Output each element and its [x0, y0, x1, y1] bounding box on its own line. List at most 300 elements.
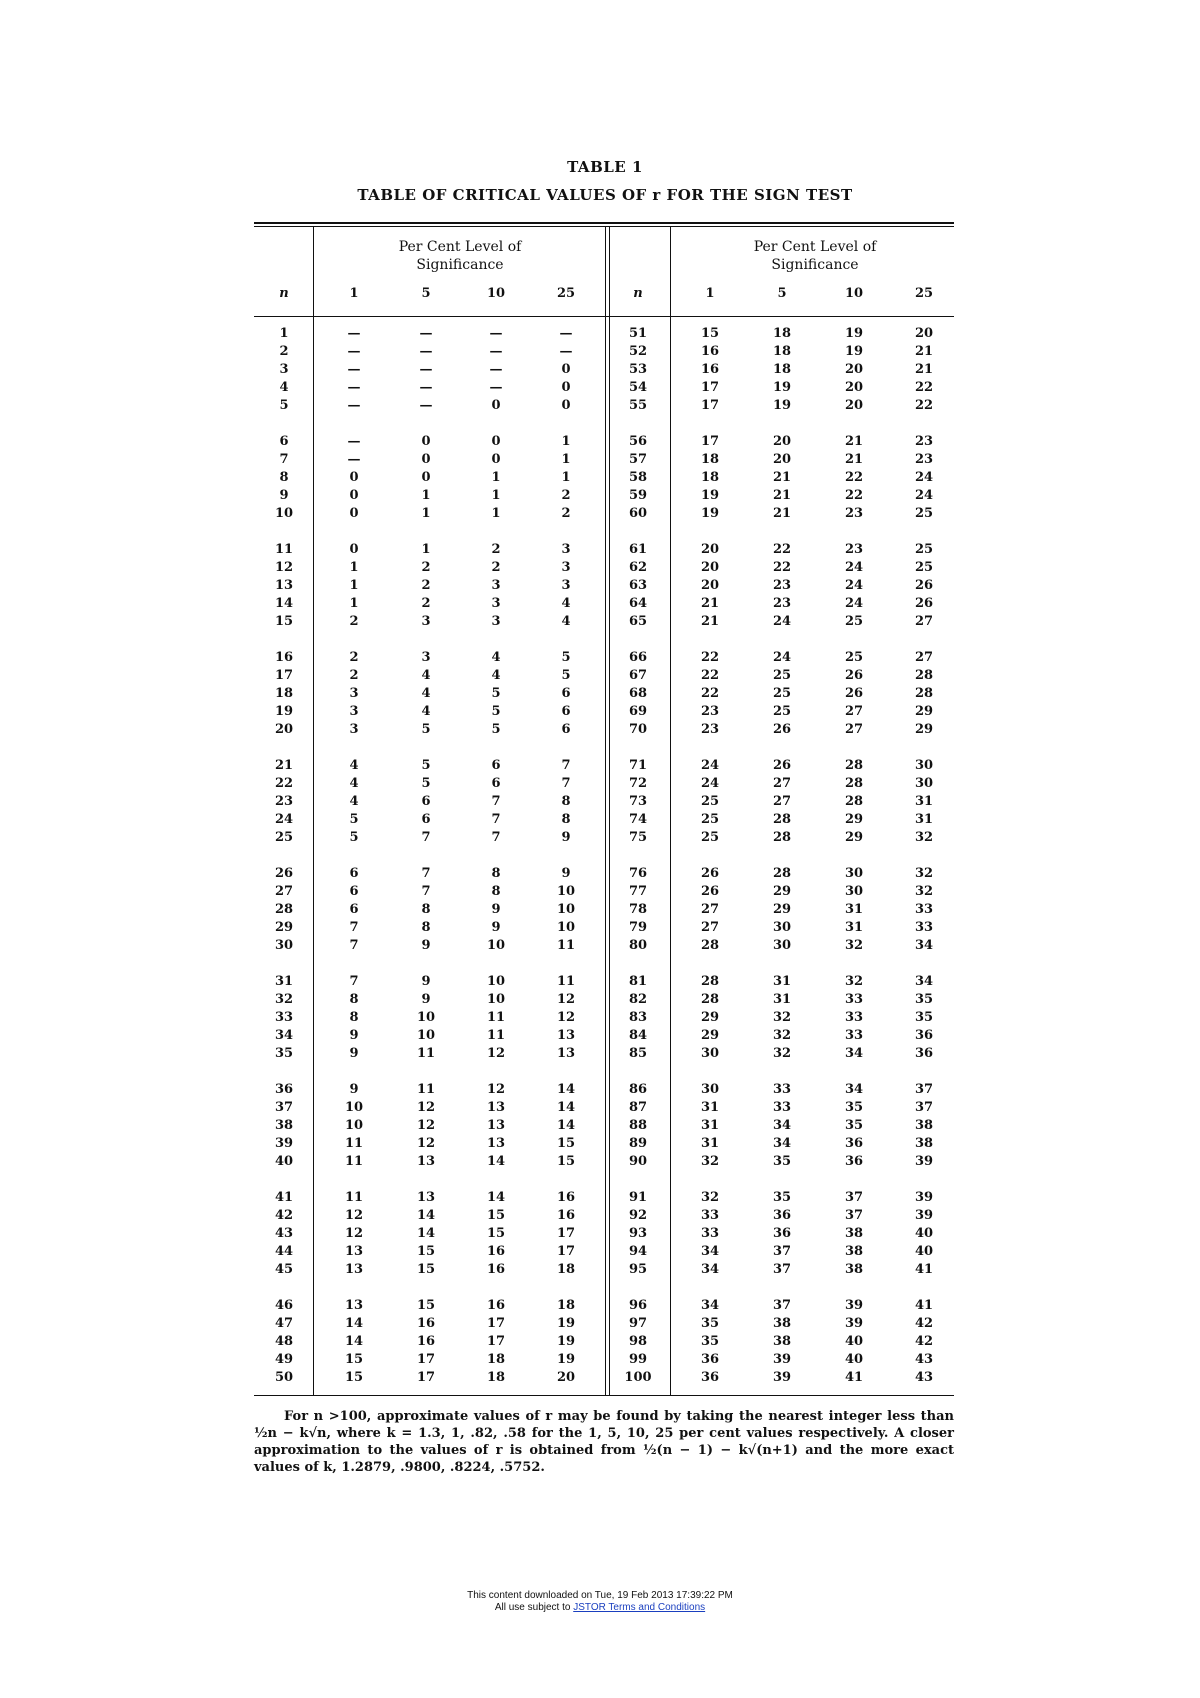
right-table-cell: 36	[914, 1046, 934, 1061]
right-table-cell: 88	[628, 1118, 648, 1133]
left-table-cell: 0	[421, 452, 431, 467]
left-table-cell: 22	[274, 776, 294, 791]
right-table-cell: 39	[914, 1208, 934, 1223]
left-table-cell: —	[419, 362, 433, 377]
left-table-cell: 11	[344, 1190, 364, 1205]
right-table-cell: 81	[628, 974, 648, 989]
left-table-cell: 5	[491, 686, 501, 701]
right-table-cell: 21	[844, 434, 864, 449]
right-table-cell: 28	[844, 794, 864, 809]
left-table-cell: 12	[344, 1208, 364, 1223]
left-table-cell: 24	[274, 812, 294, 827]
right-table-cell: 37	[914, 1082, 934, 1097]
left-table-cell: 8	[279, 470, 289, 485]
left-table-cell: 4	[491, 650, 501, 665]
left-table-cell: 18	[556, 1262, 576, 1277]
left-table-cell: 2	[491, 560, 501, 575]
left-table-cell: 3	[349, 686, 359, 701]
left-table-cell: 16	[416, 1316, 436, 1331]
left-table-cell: 19	[556, 1334, 576, 1349]
right-table-cell: 30	[844, 884, 864, 899]
right-table-cell: 98	[628, 1334, 648, 1349]
right-table-cell: 90	[628, 1154, 648, 1169]
left-table-cell: 0	[561, 398, 571, 413]
left-table-cell: 13	[416, 1154, 436, 1169]
left-table-cell: 1	[491, 506, 501, 521]
right-table-cell: 32	[772, 1028, 792, 1043]
left-table-cell: 13	[344, 1244, 364, 1259]
left-table-cell: 14	[416, 1226, 436, 1241]
right-table-cell: 63	[628, 578, 648, 593]
left-table-cell: —	[489, 380, 503, 395]
right-table-cell: 31	[772, 992, 792, 1007]
left-table-cell: 7	[421, 884, 431, 899]
right-table-cell: 38	[914, 1118, 934, 1133]
right-table-cell: 39	[772, 1370, 792, 1385]
left-table-cell: 0	[561, 380, 571, 395]
left-table-cell: 18	[274, 686, 294, 701]
right-table-cell: 93	[628, 1226, 648, 1241]
right-table-cell: 28	[700, 992, 720, 1007]
left-table-cell: 26	[274, 866, 294, 881]
terms-line	[0, 1602, 1200, 1614]
top-rule-2	[254, 226, 954, 227]
left-table-cell: 25	[274, 830, 294, 845]
left-table-cell: 3	[561, 542, 571, 557]
left-table-cell: 49	[274, 1352, 294, 1367]
left-table-cell: 1	[561, 470, 571, 485]
left-table-cell: 10	[416, 1028, 436, 1043]
right-table-cell: 21	[772, 488, 792, 503]
right-table-cell: 31	[772, 974, 792, 989]
left-table-cell: 14	[344, 1316, 364, 1331]
right-table-cell: 26	[700, 884, 720, 899]
left-table-cell: 10	[344, 1118, 364, 1133]
right-table-cell: 78	[628, 902, 648, 917]
left-table-cell: 10	[344, 1100, 364, 1115]
left-table-cell: 14	[344, 1334, 364, 1349]
right-table-cell: 29	[772, 884, 792, 899]
left-table-cell: 7	[349, 938, 359, 953]
right-table-cell: 26	[844, 668, 864, 683]
right-table-cell: 22	[700, 668, 720, 683]
left-table-cell: 2	[421, 578, 431, 593]
left-table-cell: 11	[556, 938, 576, 953]
right-table-cell: 27	[700, 902, 720, 917]
right-table-cell: 38	[844, 1262, 864, 1277]
left-table-cell: 48	[274, 1334, 294, 1349]
left-table-cell: 2	[349, 614, 359, 629]
left-table-cell: 19	[556, 1352, 576, 1367]
terms-link[interactable]: JSTOR Terms and Conditions	[573, 1602, 706, 1613]
left-table-cell: 11	[486, 1010, 506, 1025]
right-table-cell: 43	[914, 1352, 934, 1367]
left-table-cell: 1	[421, 542, 431, 557]
left-table-cell: 13	[344, 1262, 364, 1277]
left-table-cell: 3	[349, 704, 359, 719]
right-table-cell: 27	[700, 920, 720, 935]
left-table-cell: 35	[274, 1046, 294, 1061]
left-table-cell: 1	[491, 470, 501, 485]
left-table-cell: 9	[491, 902, 501, 917]
right-table-cell: 20	[772, 452, 792, 467]
left-table-cell: 7	[421, 830, 431, 845]
right-table-cell: 97	[628, 1316, 648, 1331]
left-table-cell: 15	[416, 1298, 436, 1313]
right-table-cell: 42	[914, 1316, 934, 1331]
right-table-cell: 32	[772, 1010, 792, 1025]
left-table-cell: 7	[279, 452, 289, 467]
left-table-cell: 4	[279, 380, 289, 395]
left-table-cell: 7	[421, 866, 431, 881]
right-table-cell: 33	[914, 902, 934, 917]
right-table-cell: 38	[844, 1244, 864, 1259]
left-table-cell: 0	[349, 488, 359, 503]
right-table-cell: 70	[628, 722, 648, 737]
right-table-cell: 22	[914, 380, 934, 395]
right-table-cell: 33	[844, 1010, 864, 1025]
left-table-cell: 5	[561, 650, 571, 665]
right-table-cell: 29	[844, 812, 864, 827]
table-number: TABLE 1	[567, 158, 643, 176]
left-table-cell: 31	[274, 974, 294, 989]
right-table-cell: 21	[700, 596, 720, 611]
right-table-cell: 94	[628, 1244, 648, 1259]
right-table-cell: 34	[844, 1082, 864, 1097]
right-table-cell: 26	[700, 866, 720, 881]
left-table-cell: 9	[561, 830, 571, 845]
right-col-header-1: 1	[705, 286, 715, 301]
left-table-cell: 12	[416, 1100, 436, 1115]
right-table-cell: 21	[772, 470, 792, 485]
right-table-cell: 18	[772, 362, 792, 377]
left-table-cell: 0	[349, 470, 359, 485]
left-table-cell: 11	[556, 974, 576, 989]
right-table-cell: 22	[844, 488, 864, 503]
left-table-cell: —	[559, 326, 573, 341]
right-table-cell: 29	[772, 902, 792, 917]
right-table-cell: 25	[772, 686, 792, 701]
right-table-cell: 32	[772, 1046, 792, 1061]
left-table-cell: 2	[491, 542, 501, 557]
left-table-cell: —	[347, 326, 361, 341]
right-table-cell: 34	[914, 974, 934, 989]
right-table-cell: 22	[700, 650, 720, 665]
right-table-cell: 31	[914, 812, 934, 827]
right-table-cell: 57	[628, 452, 648, 467]
right-table-cell: 37	[914, 1100, 934, 1115]
right-table-cell: 59	[628, 488, 648, 503]
right-table-cell: 22	[700, 686, 720, 701]
left-table-cell: 10	[274, 506, 294, 521]
left-table-cell: 6	[561, 704, 571, 719]
right-table-cell: 61	[628, 542, 648, 557]
right-table-cell: 22	[844, 470, 864, 485]
right-table-cell: 17	[700, 380, 720, 395]
right-table-cell: 24	[844, 578, 864, 593]
left-table-cell: 13	[274, 578, 294, 593]
right-table-cell: 26	[844, 686, 864, 701]
left-table-cell: 2	[279, 344, 289, 359]
right-table-cell: 35	[914, 1010, 934, 1025]
right-table-cell: 20	[844, 362, 864, 377]
left-table-cell: 7	[561, 776, 571, 791]
left-table-cell: 16	[486, 1244, 506, 1259]
left-table-cell: 8	[561, 812, 571, 827]
left-table-cell: 28	[274, 902, 294, 917]
left-table-cell: 9	[421, 992, 431, 1007]
right-col-header-5: 5	[777, 286, 787, 301]
right-table-cell: 21	[700, 614, 720, 629]
left-table-cell: 7	[349, 920, 359, 935]
right-table-cell: 28	[700, 938, 720, 953]
left-table-cell: 6	[349, 866, 359, 881]
download-notice	[0, 1590, 1200, 1614]
right-table-cell: 34	[772, 1136, 792, 1151]
right-table-cell: 16	[700, 344, 720, 359]
left-table-cell: 46	[274, 1298, 294, 1313]
left-table-cell: 13	[344, 1298, 364, 1313]
right-table-cell: 43	[914, 1370, 934, 1385]
right-table-cell: 28	[914, 668, 934, 683]
right-table-cell: 33	[700, 1208, 720, 1223]
header-rule	[254, 316, 954, 317]
left-table-cell: 9	[421, 938, 431, 953]
left-table-cell: 20	[556, 1370, 576, 1385]
right-table-cell: 24	[914, 470, 934, 485]
left-table-cell: 2	[421, 596, 431, 611]
right-table-cell: 23	[700, 704, 720, 719]
left-table-cell: 0	[421, 470, 431, 485]
left-table-cell: 15	[416, 1262, 436, 1277]
left-table-cell: —	[347, 362, 361, 377]
right-table-cell: 33	[700, 1226, 720, 1241]
right-table-cell: 64	[628, 596, 648, 611]
right-table-cell: 23	[772, 596, 792, 611]
right-table-cell: 37	[772, 1298, 792, 1313]
right-group-header: Per Cent Level of Significance	[753, 239, 877, 273]
right-table-cell: 29	[914, 722, 934, 737]
left-table-cell: 43	[274, 1226, 294, 1241]
left-table-cell: 10	[486, 992, 506, 1007]
left-table-cell: 9	[279, 488, 289, 503]
left-table-cell: 45	[274, 1262, 294, 1277]
right-table-cell: 33	[772, 1082, 792, 1097]
right-table-cell: 28	[772, 830, 792, 845]
left-table-cell: 14	[486, 1190, 506, 1205]
right-table-cell: 30	[772, 938, 792, 953]
right-table-cell: 68	[628, 686, 648, 701]
right-table-cell: 19	[844, 344, 864, 359]
right-table-cell: 29	[700, 1028, 720, 1043]
right-table-cell: 34	[700, 1244, 720, 1259]
right-table-cell: 54	[628, 380, 648, 395]
left-table-cell: 12	[486, 1082, 506, 1097]
right-table-cell: 28	[772, 812, 792, 827]
download-line: This content downloaded on Tue, 19 Feb 2013 17:39:22 PM	[467, 1590, 733, 1601]
right-col-header-10: 10	[844, 286, 864, 301]
right-table-cell: 34	[772, 1118, 792, 1133]
footnote-text: For n >100, approximate values of r may be found by taking the nearest integer less than ½n − k√n, where k = 1.3, 1, .82, .58 for the 1, 5, 10, 25 per cent values respectively. A closer approximation to the values of r is obtained from ½(n − 1) − k√(n+1) and the more exact values of k, 1.2879, .9800, .8224, .5752.	[254, 1409, 954, 1475]
right-table-cell: 24	[844, 596, 864, 611]
right-table-cell: 32	[914, 884, 934, 899]
right-table-cell: 33	[844, 992, 864, 1007]
right-table-cell: 40	[914, 1226, 934, 1241]
left-table-cell: 5	[421, 758, 431, 773]
left-table-cell: 15	[556, 1136, 576, 1151]
right-table-cell: 40	[914, 1244, 934, 1259]
right-table-cell: 24	[772, 650, 792, 665]
left-table-cell: —	[419, 344, 433, 359]
right-table-cell: 19	[700, 488, 720, 503]
right-table-cell: 24	[772, 614, 792, 629]
right-table-cell: 25	[914, 542, 934, 557]
right-table-cell: 87	[628, 1100, 648, 1115]
left-table-cell: 3	[491, 614, 501, 629]
left-table-cell: 27	[274, 884, 294, 899]
bottom-rule	[254, 1395, 954, 1396]
left-table-cell: 11	[344, 1136, 364, 1151]
left-table-cell: 13	[416, 1190, 436, 1205]
right-table-cell: 20	[700, 578, 720, 593]
left-table-cell: —	[347, 398, 361, 413]
right-table-cell: 20	[844, 398, 864, 413]
left-table-cell: 15	[486, 1208, 506, 1223]
right-table-cell: 18	[772, 344, 792, 359]
right-table-cell: 18	[772, 326, 792, 341]
left-table-cell: 7	[349, 974, 359, 989]
left-col-header-10: 10	[486, 286, 506, 301]
right-table-cell: 83	[628, 1010, 648, 1025]
right-table-cell: 20	[844, 380, 864, 395]
left-col-header-25: 25	[556, 286, 576, 301]
right-table-cell: 23	[844, 542, 864, 557]
left-table-cell: 44	[274, 1244, 294, 1259]
left-table-cell: 10	[556, 884, 576, 899]
right-table-cell: 34	[700, 1298, 720, 1313]
right-table-cell: 25	[914, 560, 934, 575]
left-table-cell: 1	[561, 452, 571, 467]
left-table-cell: 4	[421, 668, 431, 683]
right-table-cell: 36	[914, 1028, 934, 1043]
left-table-cell: 16	[486, 1262, 506, 1277]
left-table-cell: 18	[486, 1352, 506, 1367]
left-table-cell: 4	[349, 758, 359, 773]
right-table-cell: 24	[700, 758, 720, 773]
left-table-cell: 37	[274, 1100, 294, 1115]
right-table-cell: 17	[700, 398, 720, 413]
left-table-cell: 2	[349, 668, 359, 683]
right-table-cell: 23	[914, 452, 934, 467]
left-table-cell: 3	[561, 560, 571, 575]
left-table-cell: 3	[491, 596, 501, 611]
right-table-cell: 22	[772, 542, 792, 557]
left-table-cell: 11	[486, 1028, 506, 1043]
right-table-cell: 30	[700, 1082, 720, 1097]
right-table-cell: 39	[772, 1352, 792, 1367]
right-table-cell: 25	[700, 812, 720, 827]
right-table-cell: 32	[914, 830, 934, 845]
left-table-cell: 42	[274, 1208, 294, 1223]
left-table-cell: 7	[491, 830, 501, 845]
left-table-cell: 16	[556, 1190, 576, 1205]
left-table-cell: 2	[561, 488, 571, 503]
left-table-cell: 13	[556, 1046, 576, 1061]
left-table-cell: 4	[421, 704, 431, 719]
right-table-cell: 28	[914, 686, 934, 701]
left-table-cell: 17	[486, 1316, 506, 1331]
left-table-cell: 4	[421, 686, 431, 701]
left-table-cell: 4	[561, 614, 571, 629]
right-table-cell: 31	[700, 1100, 720, 1115]
left-col-header-1: 1	[349, 286, 359, 301]
right-table-cell: 35	[844, 1118, 864, 1133]
left-table-cell: —	[419, 380, 433, 395]
right-table-cell: 100	[624, 1370, 652, 1385]
left-table-cell: 3	[561, 578, 571, 593]
left-table-cell: 1	[349, 596, 359, 611]
left-table-cell: 14	[556, 1082, 576, 1097]
right-table-cell: 32	[844, 974, 864, 989]
left-table-cell: 16	[416, 1334, 436, 1349]
right-table-cell: 34	[700, 1262, 720, 1277]
left-table-cell: 40	[274, 1154, 294, 1169]
right-table-cell: 92	[628, 1208, 648, 1223]
left-table-cell: 14	[556, 1100, 576, 1115]
right-table-cell: 27	[772, 794, 792, 809]
left-table-cell: 19	[556, 1316, 576, 1331]
left-table-cell: 2	[349, 650, 359, 665]
right-table-cell: 35	[772, 1154, 792, 1169]
left-table-cell: 15	[416, 1244, 436, 1259]
right-table-cell: 80	[628, 938, 648, 953]
right-table-cell: 38	[844, 1226, 864, 1241]
left-table-cell: 11	[274, 542, 294, 557]
left-table-cell: 6	[279, 434, 289, 449]
left-table-cell: 6	[421, 794, 431, 809]
left-table-cell: —	[489, 362, 503, 377]
right-table-cell: 77	[628, 884, 648, 899]
right-table-cell: 28	[700, 974, 720, 989]
right-table-cell: 58	[628, 470, 648, 485]
right-table-cell: 17	[700, 434, 720, 449]
left-table-cell: 30	[274, 938, 294, 953]
left-table-cell: 6	[349, 884, 359, 899]
right-table-cell: 41	[844, 1370, 864, 1385]
right-table-cell: 85	[628, 1046, 648, 1061]
left-table-cell: 17	[556, 1244, 576, 1259]
left-table-cell: 1	[561, 434, 571, 449]
right-table-cell: 25	[844, 650, 864, 665]
left-table-cell: 41	[274, 1190, 294, 1205]
left-table-cell: 23	[274, 794, 294, 809]
left-table-cell: 12	[556, 992, 576, 1007]
left-table-cell: 5	[421, 776, 431, 791]
right-table-cell: 20	[700, 560, 720, 575]
left-table-cell: 8	[561, 794, 571, 809]
left-table-cell: 12	[274, 560, 294, 575]
right-table-cell: 24	[700, 776, 720, 791]
left-table-cell: 15	[486, 1226, 506, 1241]
right-table-cell: 35	[700, 1316, 720, 1331]
left-table-cell: 5	[491, 722, 501, 737]
right-table-cell: 35	[772, 1190, 792, 1205]
right-table-cell: 82	[628, 992, 648, 1007]
right-table-cell: 35	[914, 992, 934, 1007]
left-table-cell: 1	[491, 488, 501, 503]
left-table-cell: 0	[349, 506, 359, 521]
left-table-cell: 16	[274, 650, 294, 665]
